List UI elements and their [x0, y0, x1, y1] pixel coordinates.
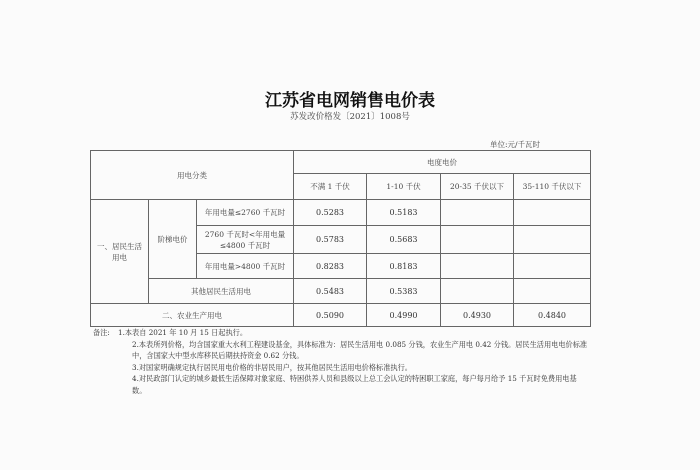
price-cell	[441, 200, 514, 226]
document-title: 江苏省电网销售电价表	[265, 91, 435, 111]
price-cell: 0.5383	[367, 279, 441, 304]
price-cell: 0.8283	[294, 254, 367, 279]
row-label: 2760 千瓦时<年用电量≤4800 千瓦时	[197, 226, 294, 254]
table-row	[91, 279, 591, 304]
price-cell	[441, 254, 514, 279]
category-header: 用电分类	[91, 151, 294, 200]
notes-label: 备注:	[93, 328, 110, 337]
price-cell: 0.5783	[294, 226, 367, 254]
price-table	[90, 150, 591, 327]
row-label: 年用电量>4800 千瓦时	[197, 254, 294, 279]
note-item: 2.本表所列价格，均含国家重大水利工程建设基金，具体标准为：居民生活用电 0.085 分钱，农业生产用电 0.42 分钱。居民生活用电电价标准中，含国家大中型水库移民后期扶持资金 0.62 分钱。	[132, 339, 588, 360]
notes	[93, 327, 588, 396]
table-row	[91, 304, 591, 327]
row-label: 其他居民生活用电	[149, 279, 294, 304]
row-label: 二、农业生产用电	[91, 304, 294, 327]
row-label: 年用电量≤2760 千瓦时	[197, 200, 294, 226]
unit-label: 单位:元/千瓦时	[490, 140, 541, 149]
price-cell: 0.5283	[294, 200, 367, 226]
column-header: 1-10 千伏	[367, 174, 441, 200]
price-header: 电度电价	[294, 151, 591, 174]
document-number: 苏发改价格发〔2021〕1008号	[290, 112, 410, 122]
note-item	[93, 327, 588, 339]
price-cell: 0.5183	[367, 200, 441, 226]
price-cell	[514, 226, 591, 254]
price-cell	[514, 279, 591, 304]
price-cell: 0.4930	[441, 304, 514, 327]
column-header: 35-110 千伏以下	[514, 174, 591, 200]
residential-label: 一、居民生活用电	[91, 200, 149, 304]
column-header: 20-35 千伏以下	[441, 174, 514, 200]
note-item: 4.对民政部门认定的城乡最低生活保障对象家庭、特困供养人员和县级以上总工会认定的特困职工家庭，每户每月给予 15 千瓦时免费用电基数。	[132, 374, 577, 395]
tiered-label: 阶梯电价	[149, 200, 197, 279]
price-cell	[514, 254, 591, 279]
column-header: 不满 1 千伏	[294, 174, 367, 200]
price-cell	[514, 200, 591, 226]
price-cell: 0.5683	[367, 226, 441, 254]
note-text: 1.本表自 2021 年 10 月 15 日起执行。	[118, 328, 248, 337]
price-cell: 0.8183	[367, 254, 441, 279]
price-cell	[441, 279, 514, 304]
table-row	[91, 200, 591, 226]
price-cell: 0.4990	[367, 304, 441, 327]
note-item: 3.对国家明确规定执行居民用电价格的非居民用户，按其他居民生活用电价格标准执行。	[132, 362, 412, 372]
price-cell: 0.4840	[514, 304, 591, 327]
price-cell: 0.5090	[294, 304, 367, 327]
price-cell	[441, 226, 514, 254]
price-cell: 0.5483	[294, 279, 367, 304]
